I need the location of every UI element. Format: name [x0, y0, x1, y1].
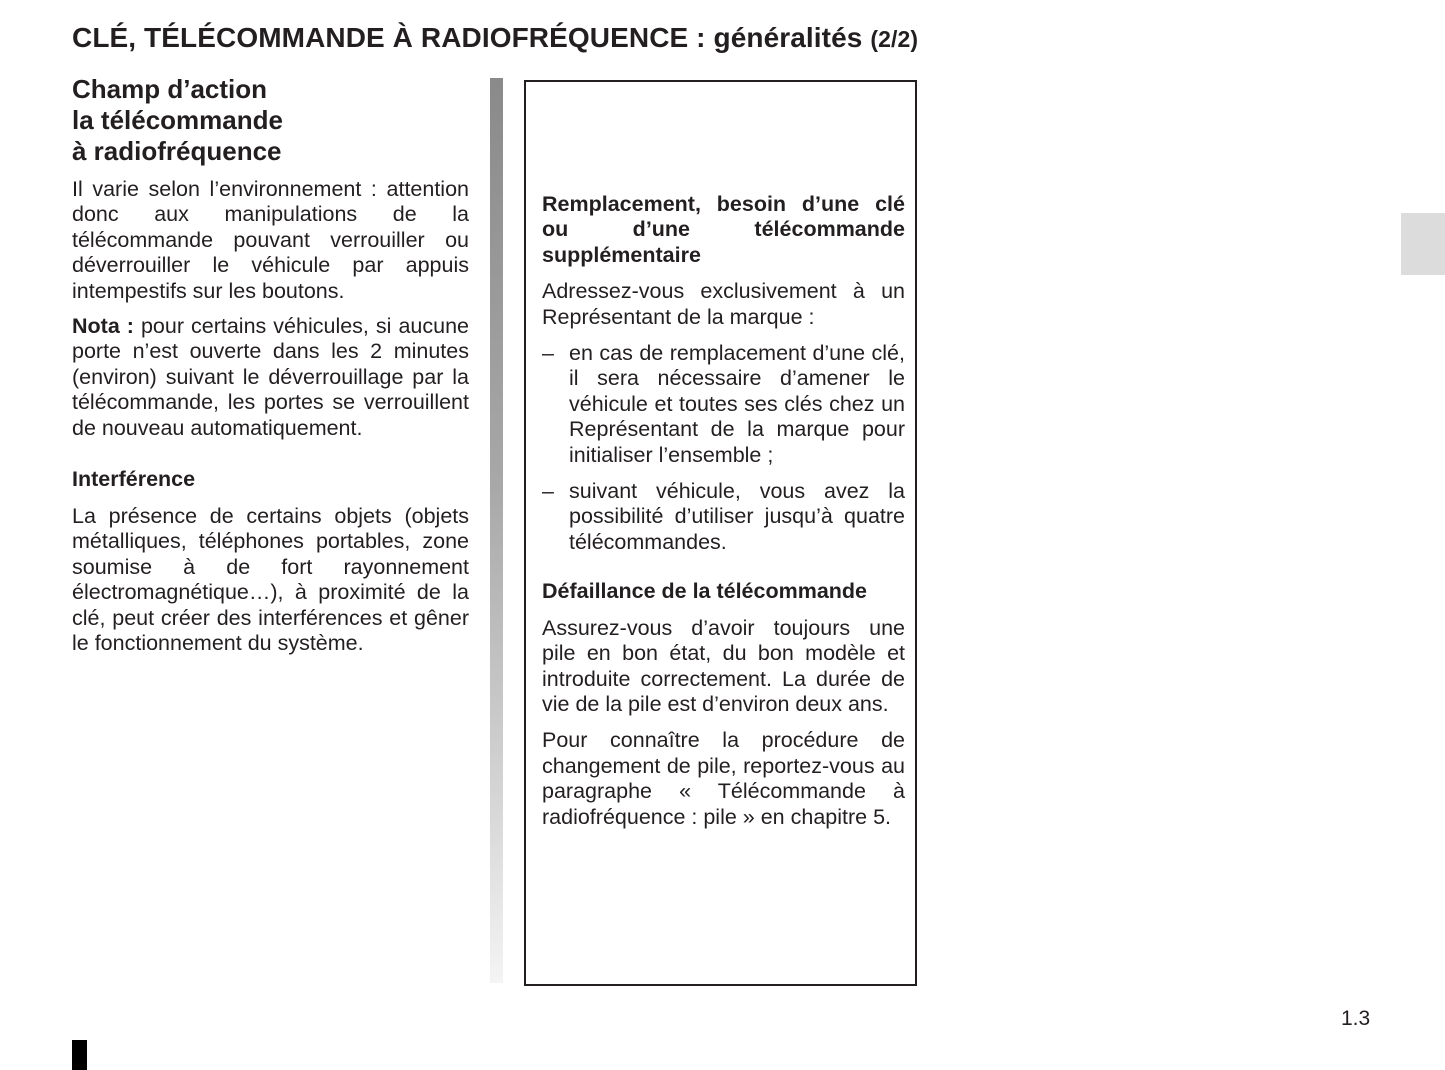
replacement-heading: Remplacement, besoin d’une clé ou d’une télécommande supplémentaire [542, 192, 905, 267]
section-heading-range [72, 74, 469, 167]
title-main: CLÉ, TÉLÉCOMMANDE À RADIOFRÉQUENCE : [72, 22, 714, 53]
interference-paragraph: La présence de certains objets (objets métalliques, téléphones portables, zone soumise à de fort rayonnement électromagnétique…), à proximité de la clé, peut créer des interférences et gêner le fonctionnement du système. [72, 504, 469, 656]
title-page-indicator: (2/2) [870, 26, 919, 52]
column-divider-bar [490, 78, 503, 983]
battery-paragraph: Assurez-vous d’avoir toujours une pile en bon état, du bon modèle et introduite correctement. La durée de vie de la pile est d’environ deux ans. [542, 615, 905, 716]
range-paragraph: Il varie selon l’environnement : attention donc aux manipulations de la télécommande pouvant verrouiller ou déverrouiller le véhicule par appuis intempestifs sur les boutons. [72, 177, 469, 303]
nota-label: Nota : [72, 314, 134, 339]
dash-bullet: – [542, 479, 554, 504]
list-item [542, 479, 905, 555]
page-title [72, 22, 1072, 54]
info-box-content [542, 192, 905, 841]
nota-paragraph [72, 314, 469, 441]
corner-mark [72, 1040, 87, 1070]
chapter-thumb-tab [1401, 213, 1445, 275]
interference-heading: Interférence [72, 467, 196, 492]
heading-line: à radiofréquence [72, 136, 282, 166]
nota-text: pour certains véhicules, si aucune porte n’est ouverte dans les 2 minutes (environ) suivant le déverrouillage par la télécommande, les portes se verrouillent de nouveau automatiquement. [72, 314, 469, 440]
list-item-text: suivant véhicule, vous avez la possibilité d’utiliser jusqu’à quatre télécommandes. [569, 479, 905, 554]
info-box [524, 80, 917, 986]
title-sub: généralités [713, 22, 871, 53]
failure-heading: Défaillance de la télécommande [542, 579, 868, 604]
list-item-text: en cas de remplacement d’une clé, il sera nécessaire d’amener le véhicule et toutes ses clés chez un Représentant de la marque pour initialiser l’ensemble ; [569, 341, 905, 467]
page-number: 1.3 [1341, 1007, 1371, 1030]
heading-line: Champ d’action [72, 74, 268, 104]
left-column [72, 74, 469, 667]
heading-line: la télécommande [72, 105, 283, 135]
list-item [542, 341, 905, 468]
procedure-paragraph: Pour connaître la procédure de changement de pile, reportez-vous au paragraphe « Télécommande à radiofréquence : pile » en chapitre 5. [542, 728, 905, 829]
replacement-intro: Adressez-vous exclusivement à un Représentant de la marque : [542, 279, 905, 329]
dash-bullet: – [542, 341, 554, 366]
